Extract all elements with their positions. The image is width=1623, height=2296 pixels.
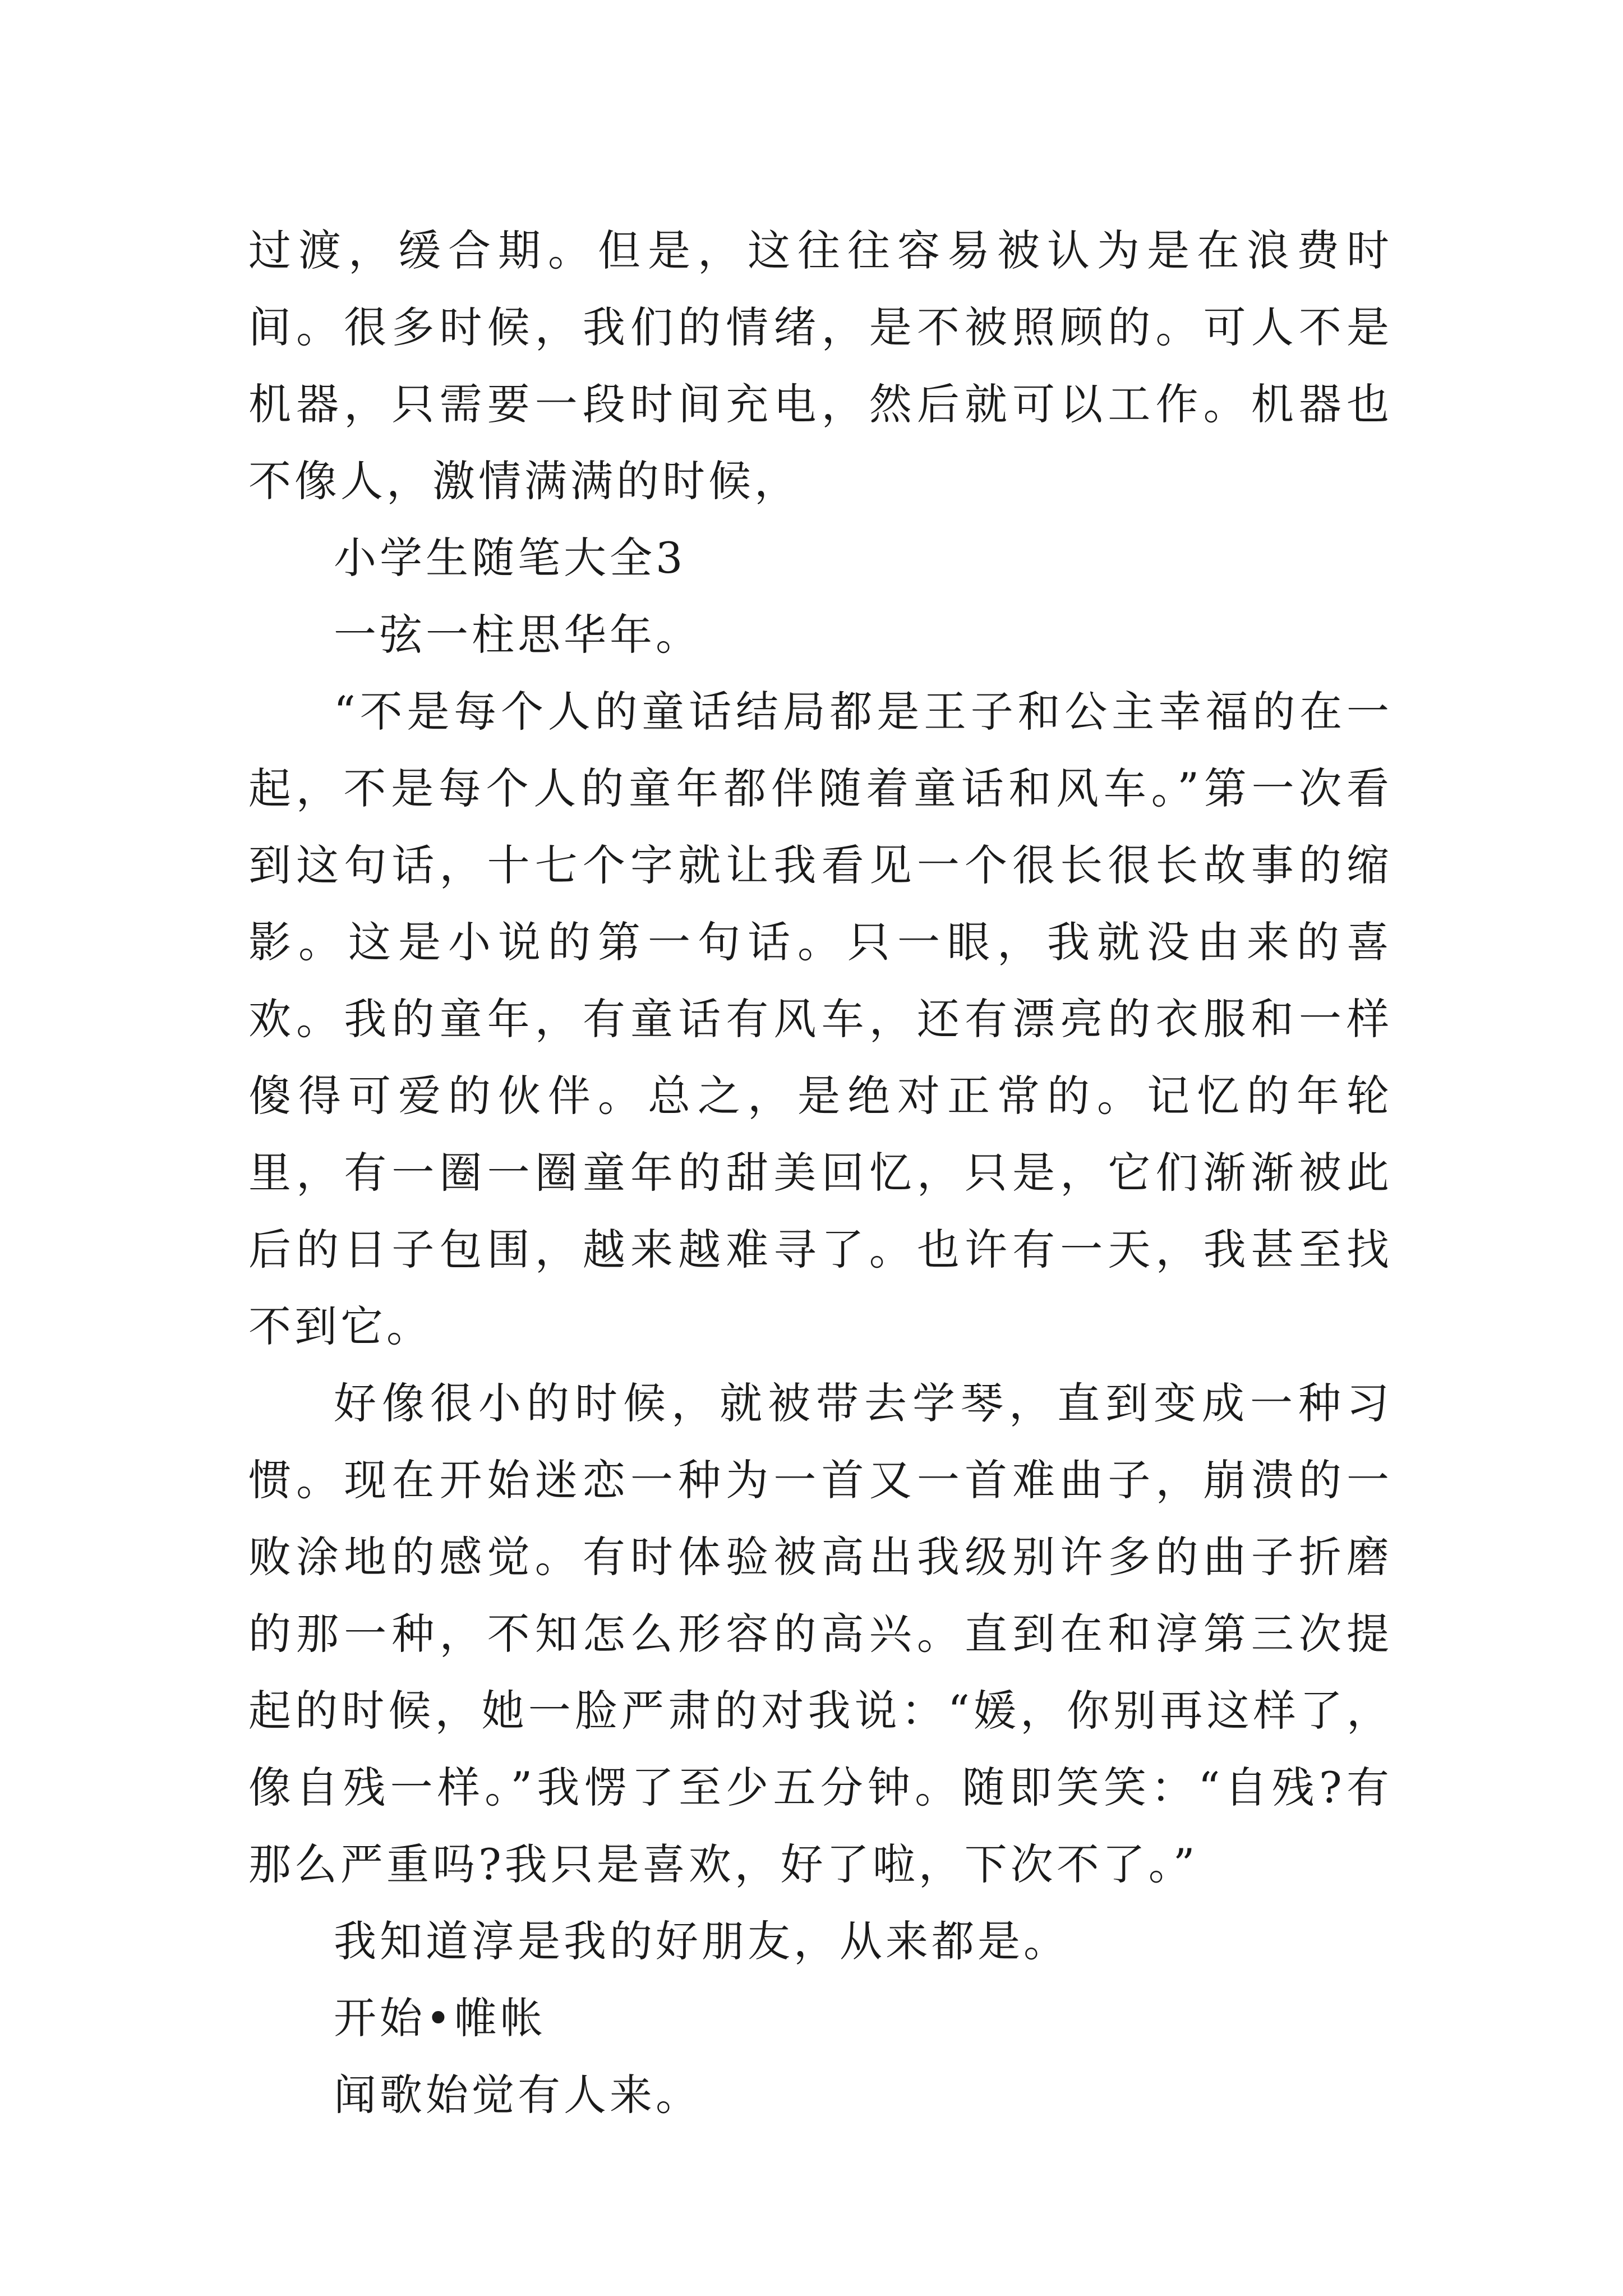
document-body: [248, 212, 1393, 2133]
paragraph-piano: 好像很小的时候，就被带去学琴，直到变成一种习惯。现在开始迷恋一种为一首又一首难曲子，崩溃的一败涂地的感觉。有时体验被高出我级别许多的曲子折磨的那一种，不知怎么形容的高兴。直到在和淳第三次提起的时候，她一脸严肃的对我说：“媛，你别再这样了，像自残一样。”我愣了至少五分钟。随即笑笑：“自残?有那么严重吗?我只是喜欢，好了啦，下次不了。”: [248, 1378, 1393, 1889]
paragraph-line: 闻歌始觉有人来。: [334, 2070, 702, 2120]
section-heading: 小学生随笔大全3: [334, 533, 686, 583]
paragraph-friend: 我知道淳是我的好朋友，从来都是。: [334, 1916, 1069, 1966]
subheading: 开始•帷帐: [334, 1993, 546, 2043]
paragraph-quote: “不是每个人的童话结局都是王子和公主幸福的在一起，不是每个人的童年都伴随着童话和风车。”第一次看到这句话，十七个字就让我看见一个很长很长故事的缩影。这是小说的第一句话。只一眼，我就没由来的喜欢。我的童年，有童话有风车，还有漂亮的衣服和一样傻得可爱的伙伴。总之，是绝对正常的。记忆的年轮里，有一圈一圈童年的甜美回忆，只是，它们渐渐被此后的日子包围，越来越难寻了。也许有一天，我甚至找不到它。: [248, 687, 1393, 1351]
paragraph-continuation: 过渡，缓合期。但是，这往往容易被认为是在浪费时间。很多时候，我们的情绪，是不被照顾的。可人不是机器，只需要一段时间充电，然后就可以工作。机器也不像人，激情满满的时候，: [248, 226, 1393, 506]
paragraph-line: 一弦一柱思华年。: [334, 610, 702, 660]
